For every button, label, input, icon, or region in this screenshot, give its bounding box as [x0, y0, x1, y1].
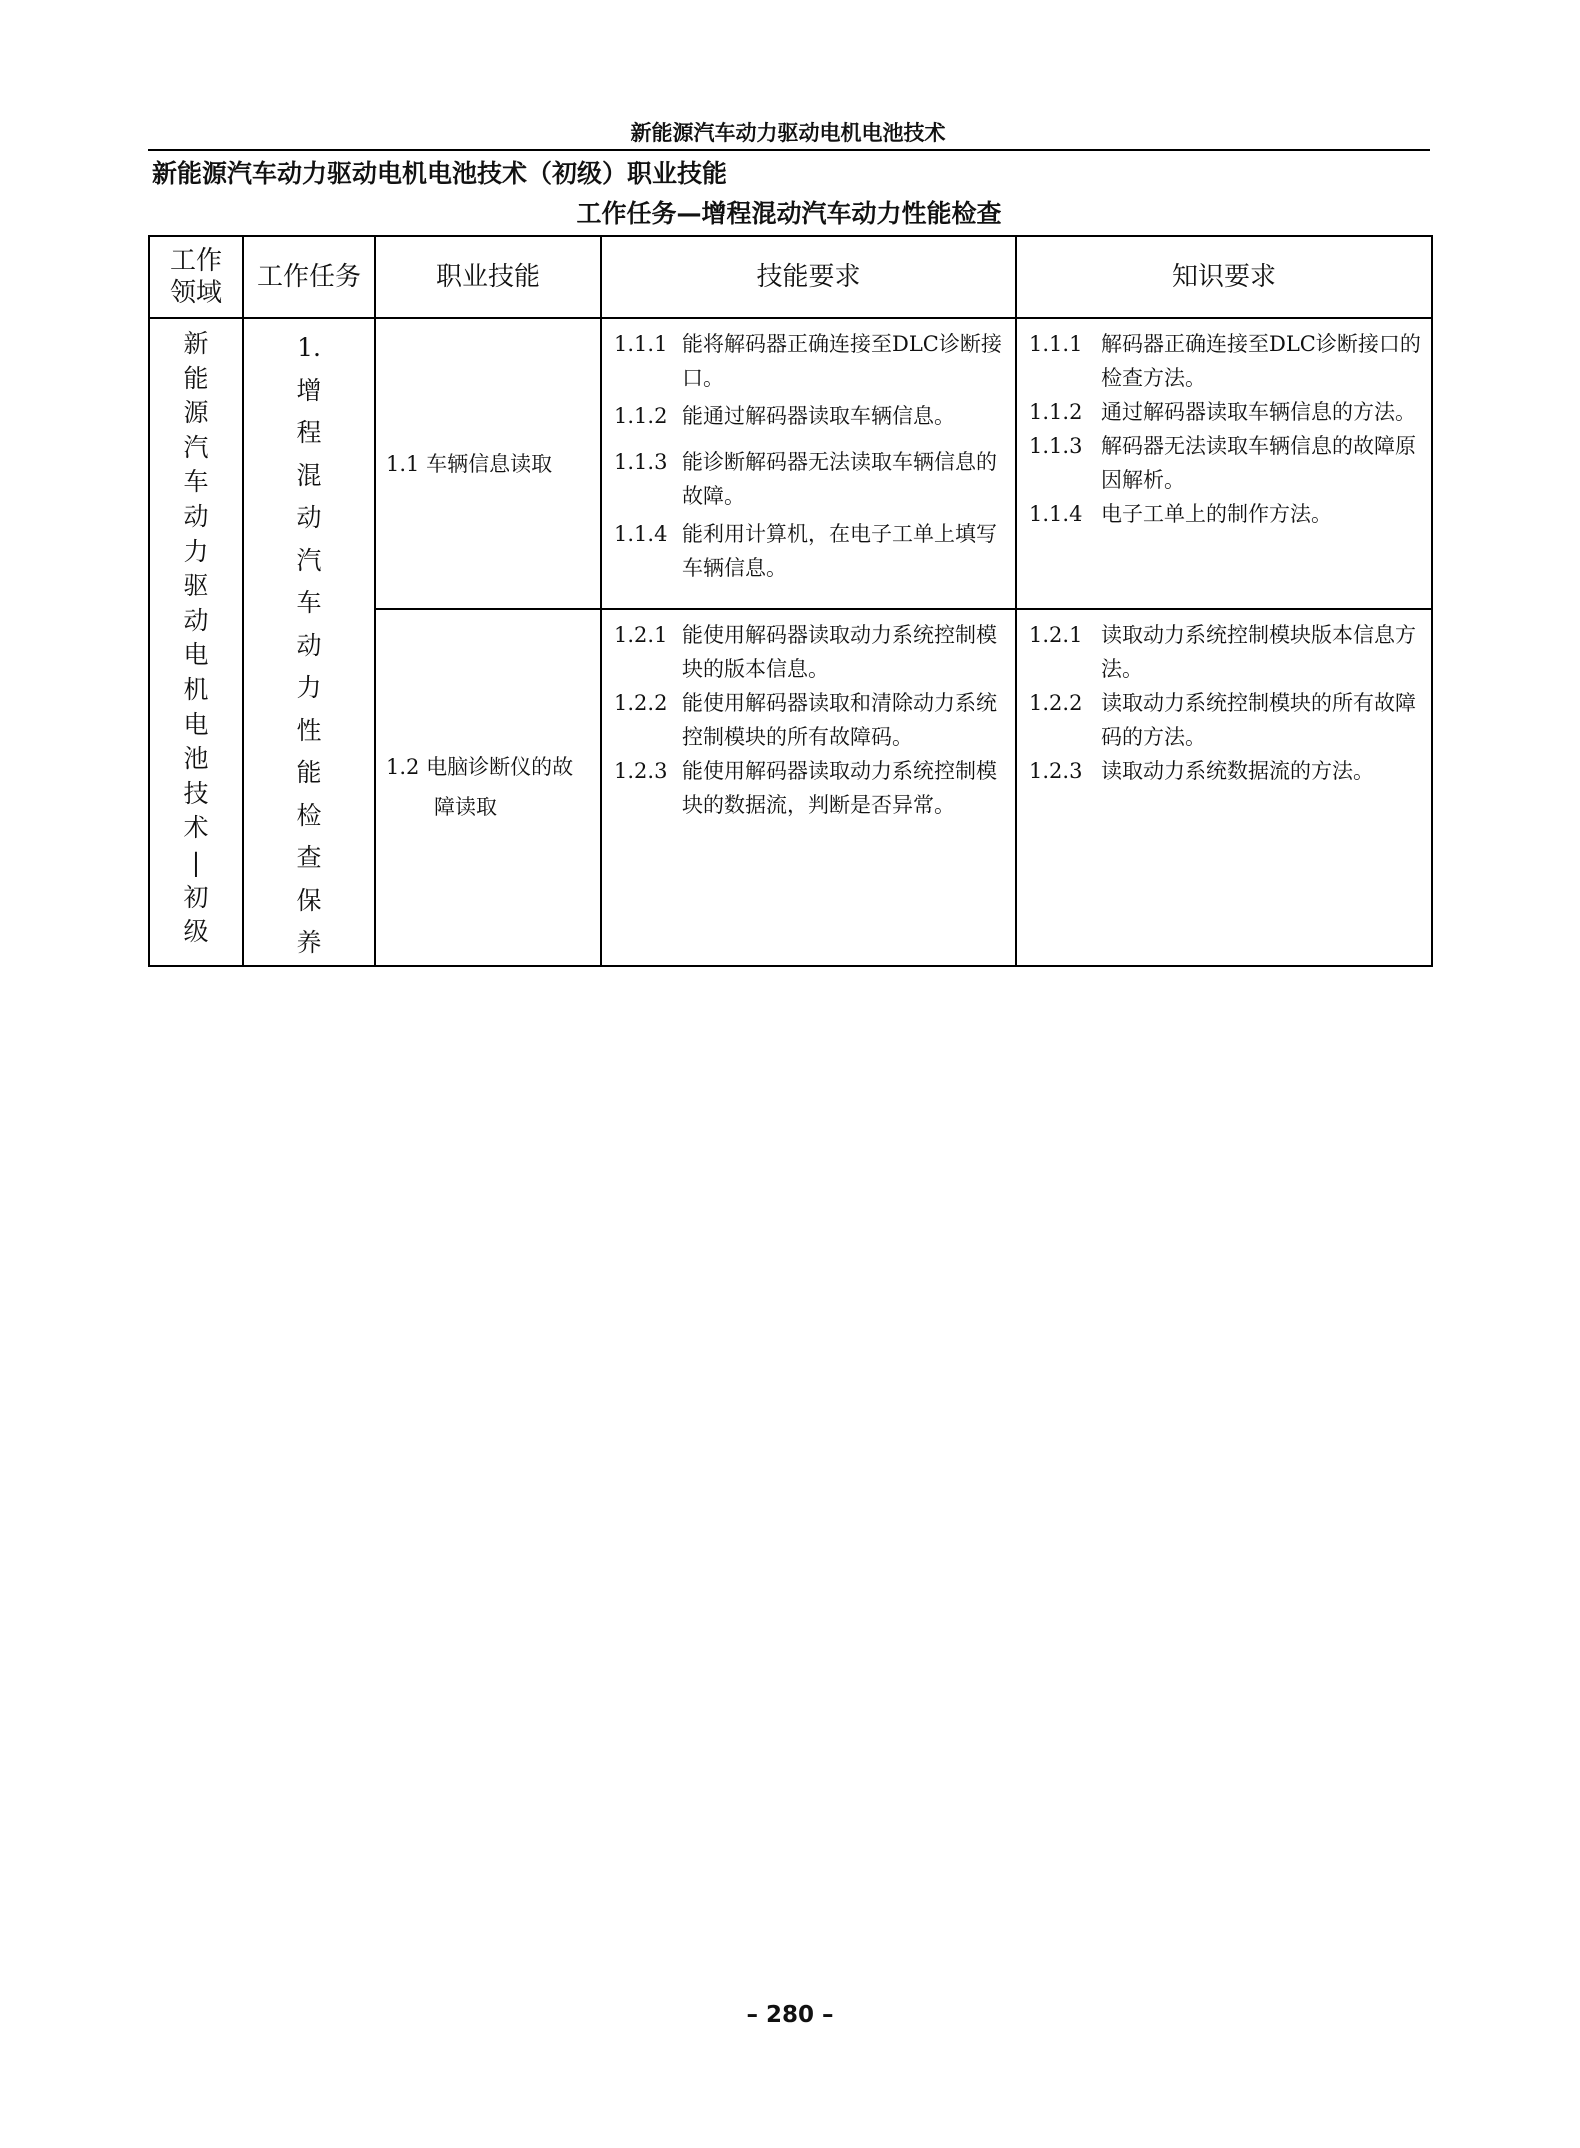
skill-label: 1.1 车辆信息读取 [386, 451, 553, 476]
task-char: 车 [296, 588, 322, 617]
header-vocational-skill: 职业技能 [375, 236, 601, 318]
item-text: 电子工单上的制作方法。 [1101, 502, 1332, 526]
work-task-cell [243, 318, 375, 966]
item-text: 能诊断解码器无法读取车辆信息的故障。 [682, 450, 997, 508]
task-char: 增 [296, 375, 322, 405]
list-item [614, 618, 1005, 686]
item-text: 解码器无法读取车辆信息的故障原因解析。 [1101, 434, 1416, 492]
list-item [614, 754, 1005, 822]
domain-char: 初 [183, 882, 209, 912]
table-header-row [149, 236, 1432, 318]
task-char: 养 [296, 928, 322, 957]
domain-char: 级 [183, 917, 209, 947]
list-item [614, 399, 1005, 433]
task-title: 工作任务—增程混动汽车动力性能检查 [576, 199, 1002, 228]
work-domain-cell [149, 318, 243, 966]
task-char: 性 [296, 715, 322, 745]
skill-requirements-cell [601, 609, 1016, 965]
domain-char: 源 [183, 398, 209, 428]
item-number: 1.1.2 [1029, 400, 1083, 424]
item-text: 能利用计算机，在电子工单上填写车辆信息。 [682, 522, 997, 580]
list-item [614, 686, 1005, 754]
domain-char: 动 [183, 501, 209, 531]
list-item [1029, 429, 1421, 497]
item-number: 1.2.2 [614, 691, 668, 716]
domain-char: | [191, 847, 201, 877]
item-number: 1.1.3 [1029, 434, 1083, 458]
item-number: 1.2.3 [614, 759, 668, 784]
item-text: 读取动力系统控制模块的所有故障码的方法。 [1101, 691, 1416, 750]
task-char: 保 [296, 885, 322, 915]
item-text: 能将解码器正确连接至DLC诊断接口。 [682, 332, 1002, 390]
domain-char: 新 [183, 329, 209, 358]
list-item [1029, 686, 1421, 754]
skill-cell [375, 318, 601, 609]
header-work-domain-line1: 工作 [169, 246, 222, 276]
list-item [614, 517, 1005, 585]
page-number: – 280 – [746, 2002, 834, 2028]
item-text: 能使用解码器读取和清除动力系统控制模块的所有故障码。 [682, 691, 997, 750]
item-text: 读取动力系统控制模块版本信息方法。 [1101, 623, 1416, 682]
domain-char: 术 [183, 813, 209, 843]
domain-char: 电 [183, 709, 209, 739]
item-text: 通过解码器读取车辆信息的方法。 [1101, 400, 1416, 424]
list-item [1029, 327, 1421, 395]
skill-requirements-cell [601, 318, 1016, 609]
list-item [1029, 395, 1421, 429]
header-work-domain [149, 236, 243, 318]
header-work-domain-line2: 领域 [169, 278, 222, 308]
task-char: 程 [296, 418, 322, 447]
skills-table [148, 235, 1433, 967]
item-text: 读取动力系统数据流的方法。 [1101, 759, 1374, 784]
task-char: 力 [296, 673, 322, 702]
domain-char: 池 [183, 744, 209, 774]
domain-char: 能 [183, 363, 209, 393]
domain-char: 驱 [183, 571, 209, 601]
knowledge-requirements-cell [1016, 609, 1432, 965]
domain-char: 汽 [183, 432, 209, 462]
item-number: 1.1.1 [1029, 332, 1083, 356]
task-char: 动 [296, 630, 322, 660]
task-char: 汽 [296, 545, 322, 575]
task-char: 动 [296, 503, 322, 532]
list-item [1029, 497, 1421, 531]
task-char: 1. [297, 333, 321, 362]
domain-char: 电 [183, 640, 209, 670]
header-rule [148, 149, 1430, 151]
item-number: 1.2.3 [1029, 759, 1083, 784]
table-row [149, 318, 1432, 609]
knowledge-requirements-cell [1016, 318, 1432, 609]
task-char: 查 [296, 843, 322, 872]
list-item [614, 327, 1005, 395]
item-number: 1.1.1 [614, 332, 668, 356]
item-number: 1.1.3 [614, 450, 668, 474]
domain-char: 技 [183, 778, 209, 808]
header-knowledge-requirements: 知识要求 [1016, 236, 1432, 318]
skill-label-continued: 障读取 [434, 795, 497, 820]
item-number: 1.1.2 [614, 404, 668, 428]
list-item [1029, 618, 1421, 686]
item-text: 解码器正确连接至DLC诊断接口的检查方法。 [1101, 332, 1421, 390]
task-char: 能 [296, 758, 322, 787]
skill-cell [375, 609, 601, 965]
domain-char: 机 [183, 674, 209, 704]
task-char: 混 [296, 460, 322, 490]
item-number: 1.2.2 [1029, 691, 1083, 716]
item-text: 能使用解码器读取动力系统控制模块的数据流，判断是否异常。 [682, 759, 997, 818]
running-header: 新能源汽车动力驱动电机电池技术 [630, 121, 946, 145]
task-char: 检 [296, 800, 322, 830]
item-text: 能通过解码器读取车辆信息。 [682, 404, 955, 428]
domain-char: 车 [183, 467, 209, 497]
skill-label: 1.2 电脑诊断仪的故 [386, 755, 574, 780]
item-number: 1.2.1 [1029, 623, 1083, 648]
list-item [614, 445, 1005, 513]
domain-char: 力 [183, 536, 209, 566]
document-title: 新能源汽车动力驱动电机电池技术（初级）职业技能 [152, 159, 728, 188]
item-number: 1.1.4 [1029, 502, 1083, 526]
item-text: 能使用解码器读取动力系统控制模块的版本信息。 [682, 623, 997, 682]
domain-char: 动 [183, 605, 209, 635]
item-number: 1.2.1 [614, 623, 668, 648]
list-item [1029, 754, 1421, 788]
header-skill-requirements: 技能要求 [601, 236, 1016, 318]
item-number: 1.1.4 [614, 522, 668, 546]
header-work-task: 工作任务 [243, 236, 375, 318]
